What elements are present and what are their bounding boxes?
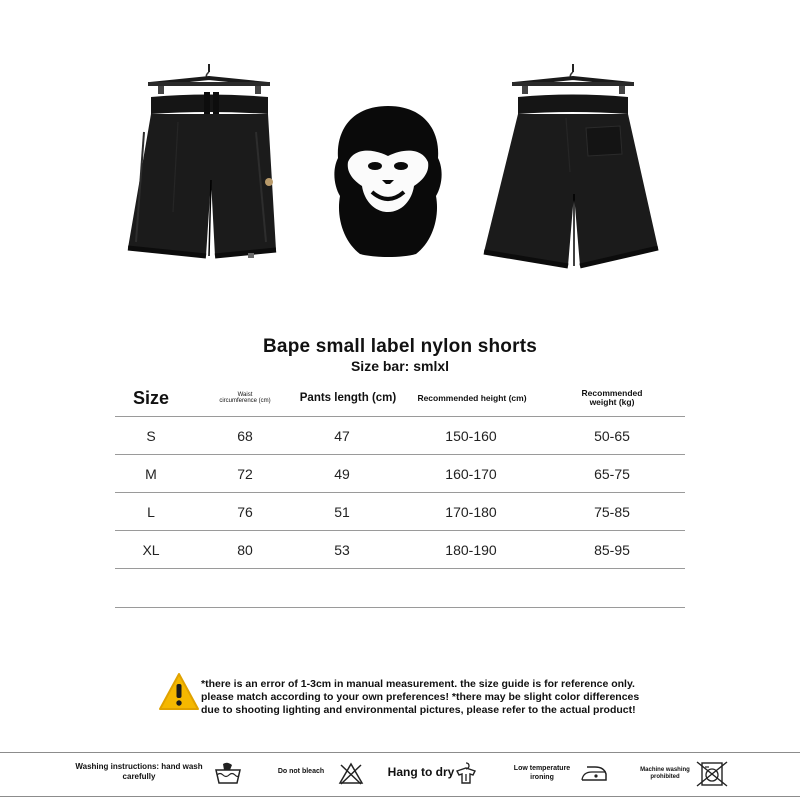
cell-waist: 72 [237,465,253,482]
table-row [115,417,685,455]
cell-weight: 85-95 [594,541,630,558]
table-row [115,455,685,493]
table-row [115,493,685,531]
care-wash-label: Washing instructions: hand wash carefully [75,762,203,781]
cell-waist: 80 [237,541,253,558]
cell-size: XL [142,541,160,558]
ape-head-logo [330,100,446,260]
warning-icon [158,672,200,712]
care-bleach-label: Do not bleach [277,768,325,775]
size-table [115,380,685,608]
cell-length: 51 [334,503,350,520]
note-line-1: *there is an error of 1-3cm in manual measurement. the size guide is for reference only. [201,678,635,690]
no-bleach-icon [338,762,364,786]
note-line-3: due to shooting lighting and environmental pictures, please refer to the actual product! [201,704,636,716]
hand-wash-icon [213,760,243,786]
cell-size: S [146,427,156,444]
cell-height: 180-190 [445,541,497,558]
cell-waist: 76 [237,503,253,520]
header-pants-length: Pants length (cm) [299,391,397,404]
cell-length: 49 [334,465,350,482]
cell-height: 170-180 [445,503,497,520]
cell-size: M [145,465,157,482]
cell-height: 150-160 [445,427,497,444]
size-bar-label: Size bar: smlxl [350,358,450,374]
care-machine-label: Machine washing prohibited [640,767,690,780]
hang-dry-icon [455,761,477,785]
cell-weight: 65-75 [594,465,630,482]
cell-length: 53 [334,541,350,558]
care-iron-label: Low temperature ironing [513,765,571,781]
cell-weight: 75-85 [594,503,630,520]
cell-length: 47 [334,427,350,444]
cell-height: 160-170 [445,465,497,482]
table-row [115,531,685,569]
shorts-front-image [118,62,300,276]
table-header [115,380,685,417]
shorts-back-image [482,62,664,276]
low-temp-iron-icon [580,762,610,784]
header-height: Recommended height (cm) [417,392,527,403]
care-bar-top-divider [0,752,800,753]
cell-size: L [147,503,155,520]
cell-weight: 50-65 [594,427,630,444]
care-bar-bottom-divider [0,796,800,797]
cell-waist: 68 [237,427,253,444]
header-waist: Waist circumference (cm) [219,391,271,404]
no-machine-wash-icon [695,760,729,788]
note-line-2: please match according to your own preferences! *there may be slight color differences [201,691,640,703]
header-weight: Recommended weight (kg) [581,388,643,407]
care-dry-label: Hang to dry [387,765,455,779]
header-size: Size [132,387,170,408]
table-row-empty [115,569,685,608]
measurement-note [201,678,671,717]
product-title: Bape small label nylon shorts [263,336,537,357]
